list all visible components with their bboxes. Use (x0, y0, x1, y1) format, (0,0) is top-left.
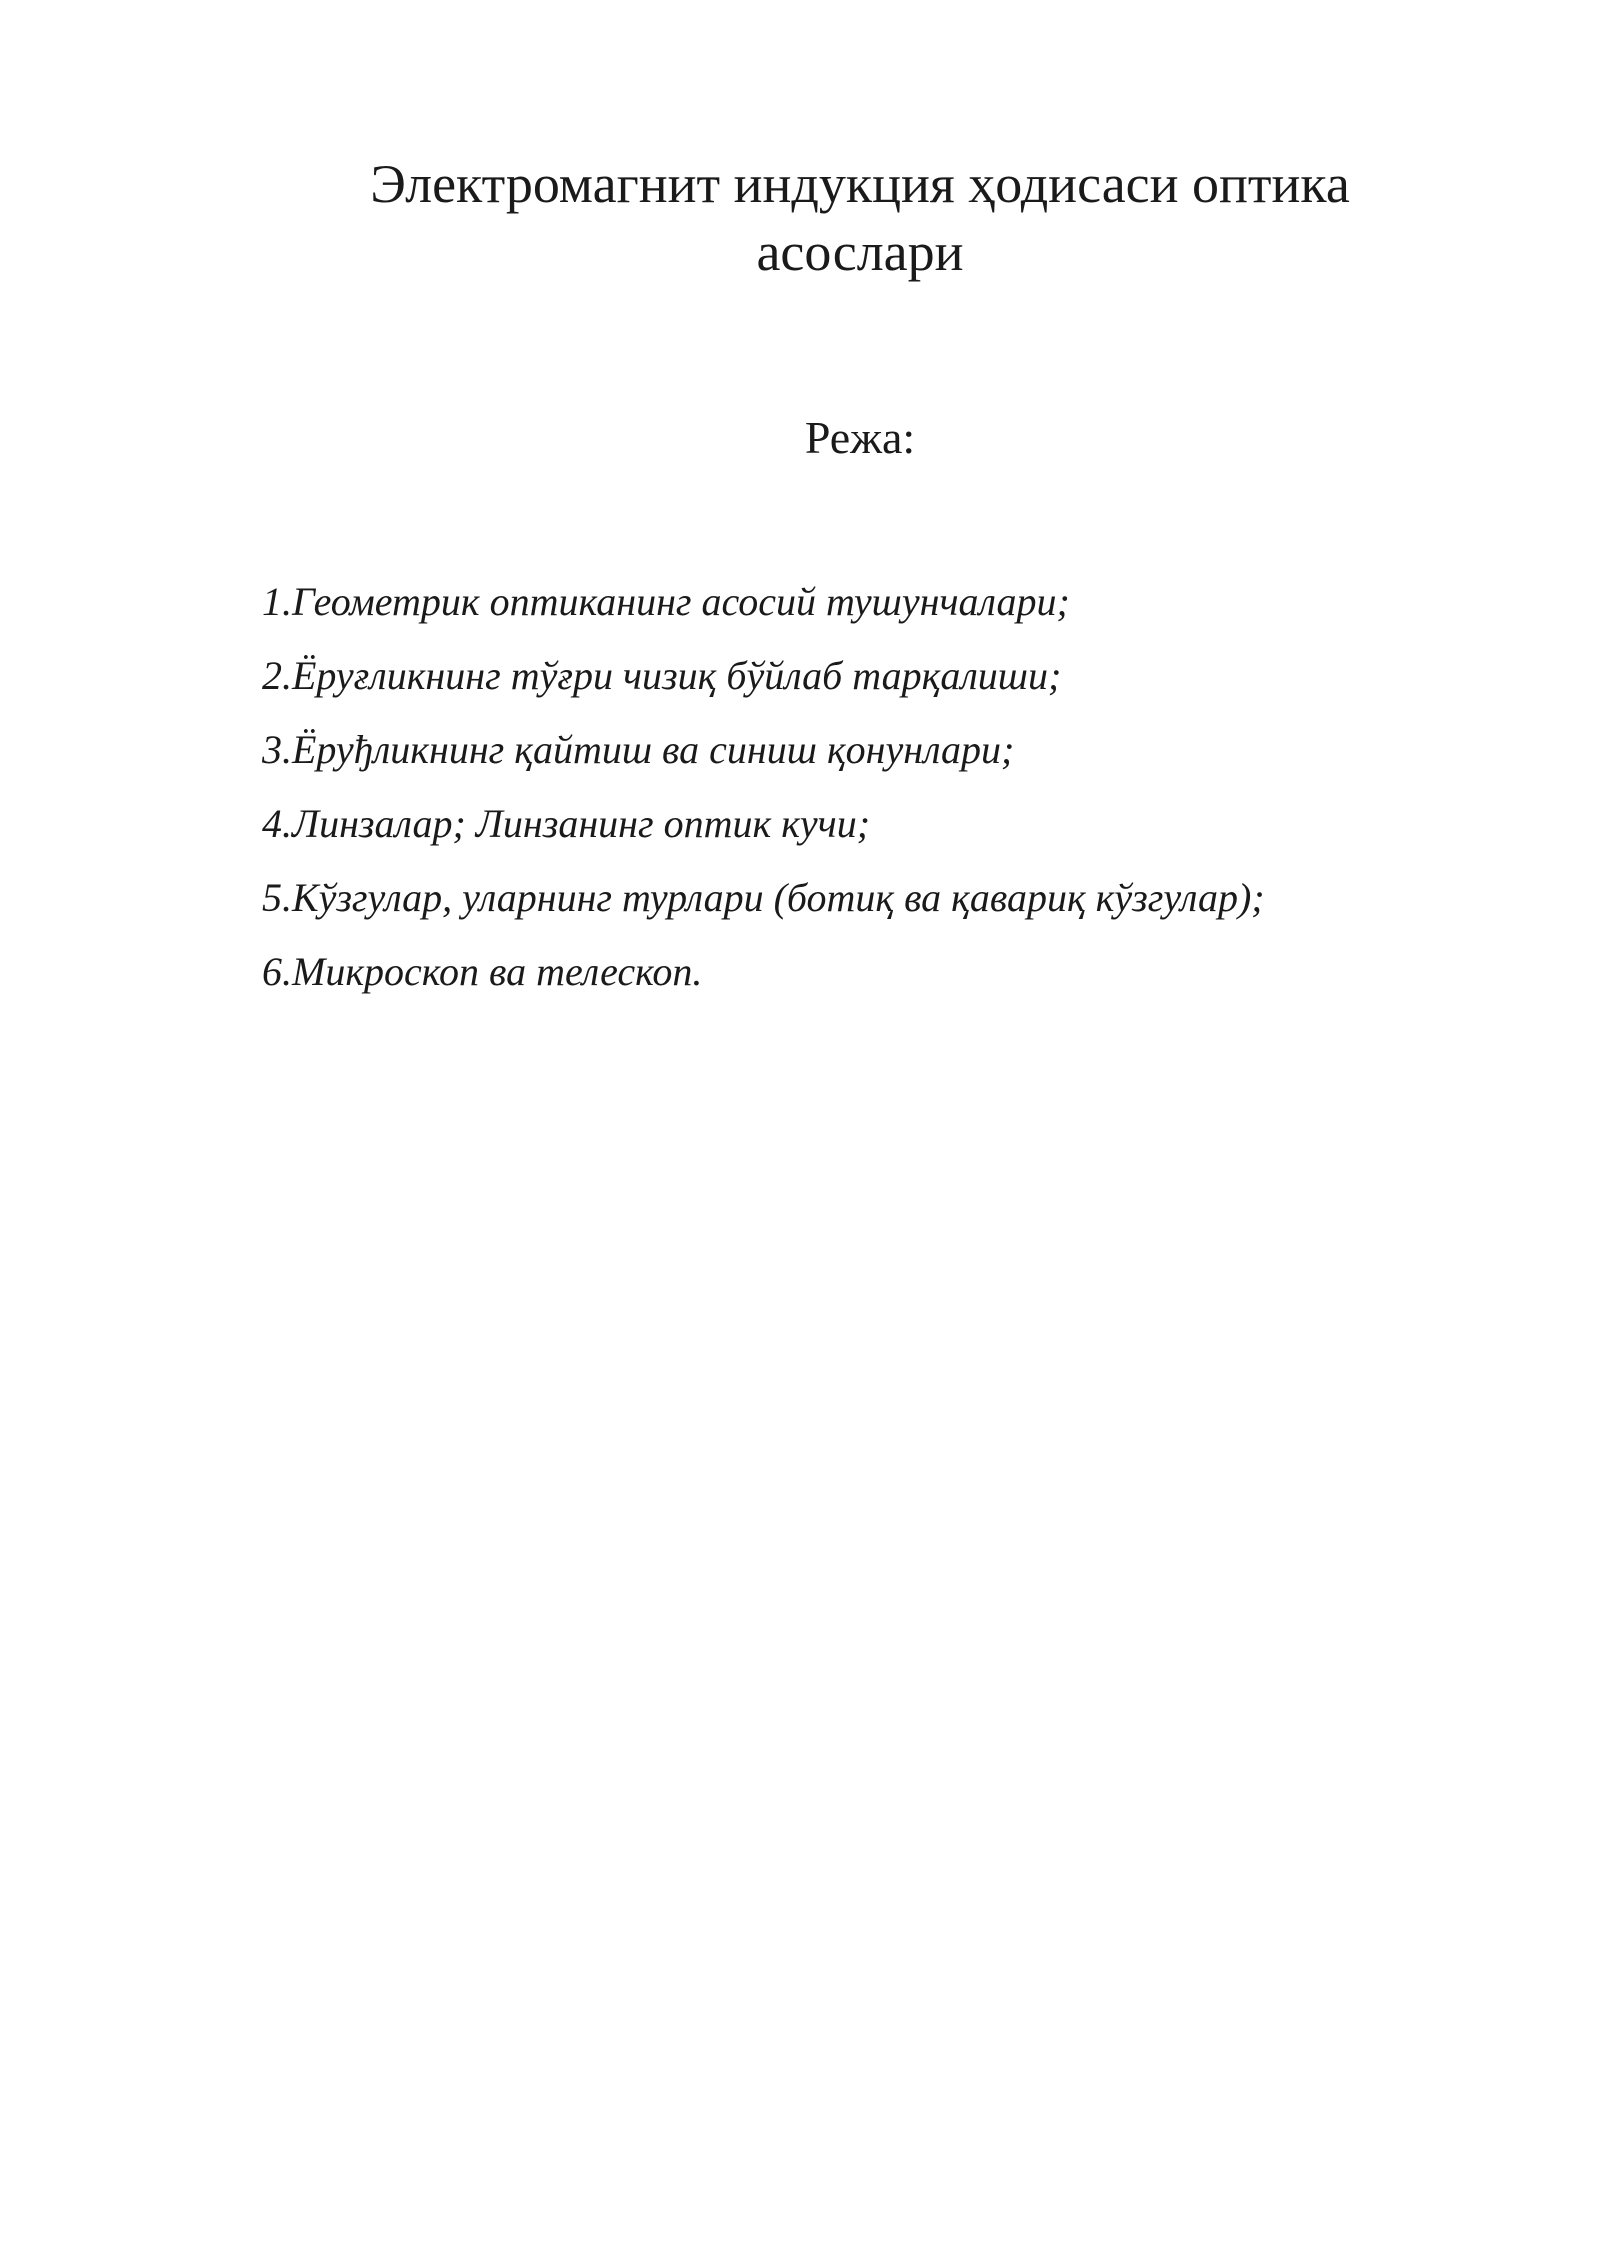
document-title-line-1: Электромагнит индукция ҳодисаси оптика (370, 154, 1350, 214)
plan-item-2: 2.Ёруғликнинг тўғри чизиқ бўйлаб тарқалиши; (262, 653, 1062, 698)
plan-item-6: 6.Микроскоп ва телескоп. (262, 949, 703, 994)
plan-item-1: 1.Геометрик оптиканинг асосий тушунчалари; (262, 579, 1070, 624)
plan-list (262, 565, 1512, 1009)
plan-item-3: 3.Ёруђликнинг қайтиш ва синиш қонунлари; (262, 727, 1015, 772)
document-title (250, 150, 1470, 286)
plan-item-4: 4.Линзалар; Линзанинг оптик кучи; (262, 801, 871, 846)
plan-item-5: 5.Кўзгулар, уларнинг турлари (ботиқ ва қавариқ кўзгулар); (262, 875, 1265, 920)
plan-heading: Режа: (804, 412, 916, 463)
document-title-line-2: асослари (756, 222, 964, 282)
